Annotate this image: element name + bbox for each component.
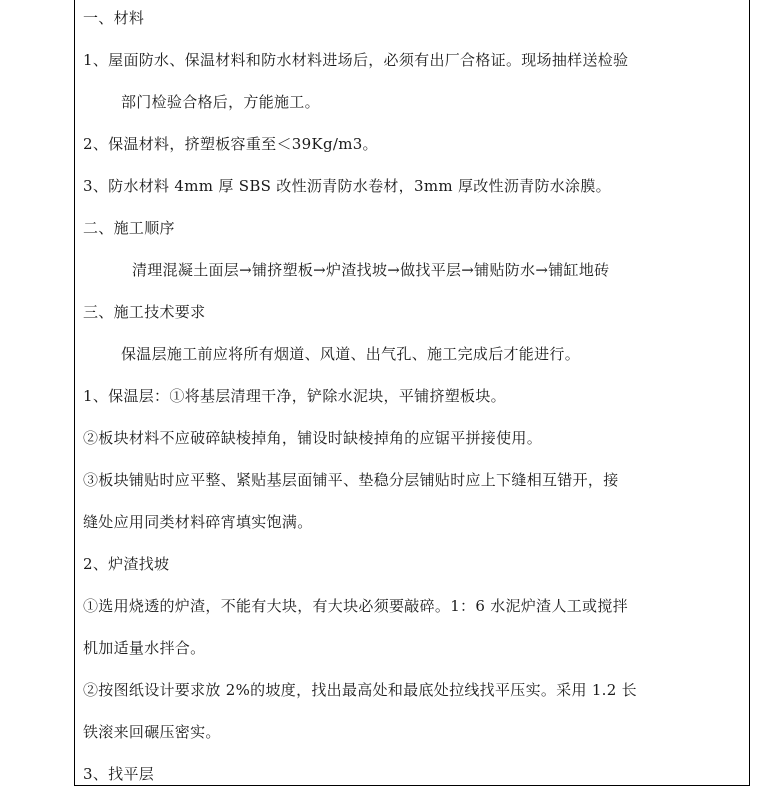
sequence-flow: 清理混凝土面层→铺挤塑板→炉渣找坡→做找平层→铺贴防水→铺缸地砖: [132, 261, 610, 279]
section-heading-materials: 一、材料: [83, 9, 145, 27]
paragraph-line: 部门检验合格后，方能施工。: [121, 93, 320, 111]
paragraph-line: ②按图纸设计要求放 2%的坡度，找出最高处和最底处拉线找平压实。采用 1.2 长: [83, 681, 637, 699]
paragraph-line: 铁滚来回碾压密实。: [83, 723, 221, 741]
paragraph-line: 机加适量水拌合。: [83, 639, 206, 657]
subsection-heading-slag: 2、炉渣找坡: [83, 555, 170, 573]
section-heading-sequence: 二、施工顺序: [83, 219, 175, 237]
paragraph-line: ③板块铺贴时应平整、紧贴基层面铺平、垫稳分层铺贴时应上下缝相互错开，接: [83, 471, 619, 489]
paragraph-line: 3、防水材料 4mm 厚 SBS 改性沥青防水卷材，3mm 厚改性沥青防水涂膜。: [83, 177, 611, 195]
paragraph-line: ②板块材料不应破碎缺棱掉角，铺设时缺棱掉角的应锯平拼接使用。: [83, 429, 543, 447]
paragraph-line: 保温层施工前应将所有烟道、风道、出气孔、施工完成后才能进行。: [121, 345, 581, 363]
section-heading-requirements: 三、施工技术要求: [83, 303, 206, 321]
paragraph-line: 1、屋面防水、保温材料和防水材料进场后，必须有出厂合格证。现场抽样送检验: [83, 51, 629, 69]
paragraph-line: 1、保温层：①将基层清理干净，铲除水泥块，平铺挤塑板块。: [83, 387, 506, 405]
subsection-heading-leveling: 3、找平层: [83, 765, 155, 783]
paragraph-line: 2、保温材料，挤塑板容重至＜39Kg/m3。: [83, 135, 378, 153]
paragraph-line: ①选用烧透的炉渣，不能有大块，有大块必须要敲碎。1：6 水泥炉渣人工或搅拌: [83, 597, 628, 615]
paragraph-line: 缝处应用同类材料碎宵填实饱满。: [83, 513, 313, 531]
